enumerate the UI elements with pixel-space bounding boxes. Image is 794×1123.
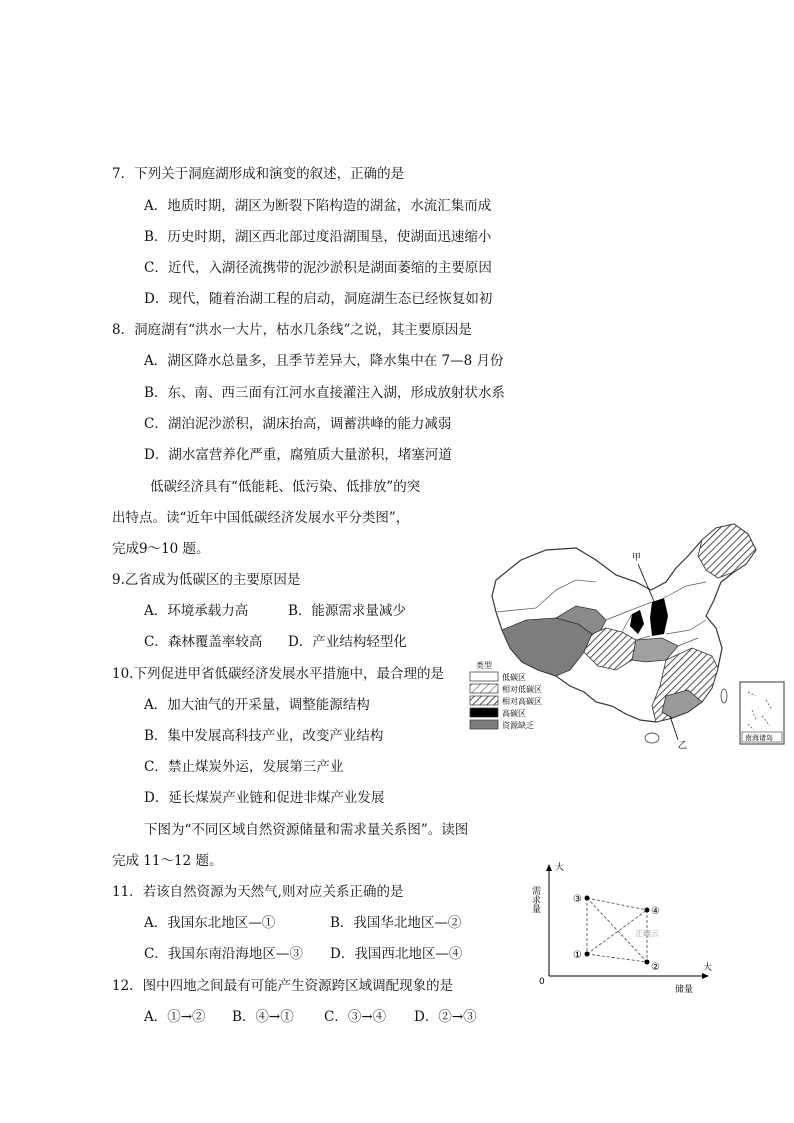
- q8-option-a: A．湖区降水总量多，且季节差异大，降水集中在 7—8 月份: [144, 353, 504, 369]
- region-northeast: [698, 524, 756, 578]
- q10-option-c: C．禁止煤炭外运，发展第三产业: [144, 759, 344, 775]
- q11-option-d: D．我国西北地区—④: [330, 946, 463, 962]
- point-2-label: ②: [651, 962, 660, 973]
- point-1-label: ①: [573, 950, 582, 961]
- intro1-line2: 出特点。读“近年中国低碳经济发展水平分类图”，: [112, 510, 410, 526]
- q8-option-d: D．湖水富营养化严重，腐殖质大量淤积，堵塞河道: [144, 447, 452, 463]
- q12-stem: 12．图中四地之间最有可能产生资源跨区域调配现象的是: [112, 978, 454, 994]
- watermark: 正确云: [635, 929, 659, 938]
- legend-rel-high: 相对高碳区: [502, 697, 542, 706]
- point-1: [585, 952, 590, 957]
- south-china-sea-inset: [740, 682, 784, 744]
- point-3-label: ③: [573, 894, 582, 905]
- q7-option-a: A．地质时期，湖区为断裂下陷构造的湖盆，水流汇集而成: [144, 198, 492, 214]
- legend-title: 类型: [476, 661, 492, 670]
- q9-option-b: B．能源需求量减少: [288, 603, 406, 619]
- q12-option-a: A．①→②: [144, 1009, 206, 1025]
- point-4: [645, 908, 650, 913]
- q7-stem: 7．下列关于洞庭湖形成和演变的叙述，正确的是: [112, 166, 405, 182]
- point-2: [645, 960, 650, 965]
- region-hainan: [645, 733, 659, 743]
- q10-option-a: A．加大油气的开采量，调整能源结构: [144, 697, 370, 713]
- legend-high: 高碳区: [502, 709, 526, 718]
- q7-option-b: B．历史时期，湖区西北部过度沿湖围垦，使湖面迅速缩小: [144, 229, 492, 245]
- intro1-line3: 完成9～10 题。: [112, 541, 210, 557]
- q9-option-d: D．产业结构轻型化: [288, 634, 407, 650]
- x-axis-label: 储量: [675, 985, 694, 995]
- inset-label: 南海诸岛: [745, 734, 773, 742]
- legend-lack: 资源缺乏: [502, 721, 534, 730]
- point-3: [585, 896, 590, 901]
- q12-option-c: C．③→④: [324, 1009, 387, 1025]
- q11-option-c: C．我国东南沿海地区—③: [144, 946, 303, 962]
- legend-rel-low: 相对低碳区: [502, 685, 542, 694]
- origin-label: 0: [539, 977, 545, 987]
- q10-stem: 10.下列促进甲省低碳经济发展水平措施中，最合理的是: [112, 666, 444, 682]
- q7-option-c: C．近代，入湖径流携带的泥沙淤积是湖面萎缩的主要原因: [144, 260, 492, 276]
- china-carbon-map: [466, 520, 788, 752]
- q9-option-c: C．森林覆盖率较高: [144, 634, 263, 650]
- q8-option-c: C．湖泊泥沙淤积，湖床抬高，调蓄洪峰的能力减弱: [144, 416, 452, 432]
- q11-option-b: B．我国华北地区—②: [330, 915, 462, 931]
- q8-option-b: B．东、南、西三面有江河水直接灌注入湖，形成放射状水系: [144, 385, 505, 401]
- q10-option-d: D．延长煤炭产业链和促进非煤产业发展: [144, 790, 385, 806]
- q10-option-b: B．集中发展高科技产业，改变产业结构: [144, 728, 384, 744]
- map-legend: [470, 660, 542, 730]
- q11-option-a: A．我国东北地区—①: [144, 915, 276, 931]
- y-axis-big: 大: [555, 863, 565, 873]
- x-axis-big: 大: [703, 963, 713, 973]
- q8-stem: 8．洞庭湖有“洪水一大片，枯水几条线”之说，其主要原因是: [112, 322, 472, 338]
- q9-stem: 9.乙省成为低碳区的主要原因是: [112, 572, 301, 588]
- resource-graph: [525, 858, 725, 998]
- region-taiwan: [721, 689, 727, 703]
- intro2-line1: 下图为“不同区域自然资源储量和需求量关系图”。读图: [144, 822, 469, 838]
- q9-option-a: A．环境承载力高: [144, 603, 249, 619]
- q7-option-d: D．现代，随着治湖工程的启动，洞庭湖生态已经恢复如初: [144, 291, 493, 307]
- label-yi: 乙: [678, 741, 688, 751]
- legend-low: 低碳区: [502, 673, 526, 682]
- y-axis-label: 需求量: [530, 886, 540, 913]
- intro2-line2: 完成 11～12 题。: [112, 853, 223, 869]
- label-jia: 甲: [632, 553, 642, 563]
- q12-option-d: D．②→③: [414, 1009, 477, 1025]
- intro1-line1: 低碳经济具有“低能耗、低污染、低排放”的突: [150, 479, 421, 495]
- q11-stem: 11．若该自然资源为天然气,则对应关系正确的是: [112, 884, 404, 900]
- q12-option-b: B．④→①: [232, 1009, 294, 1025]
- point-4-label: ④: [651, 906, 660, 917]
